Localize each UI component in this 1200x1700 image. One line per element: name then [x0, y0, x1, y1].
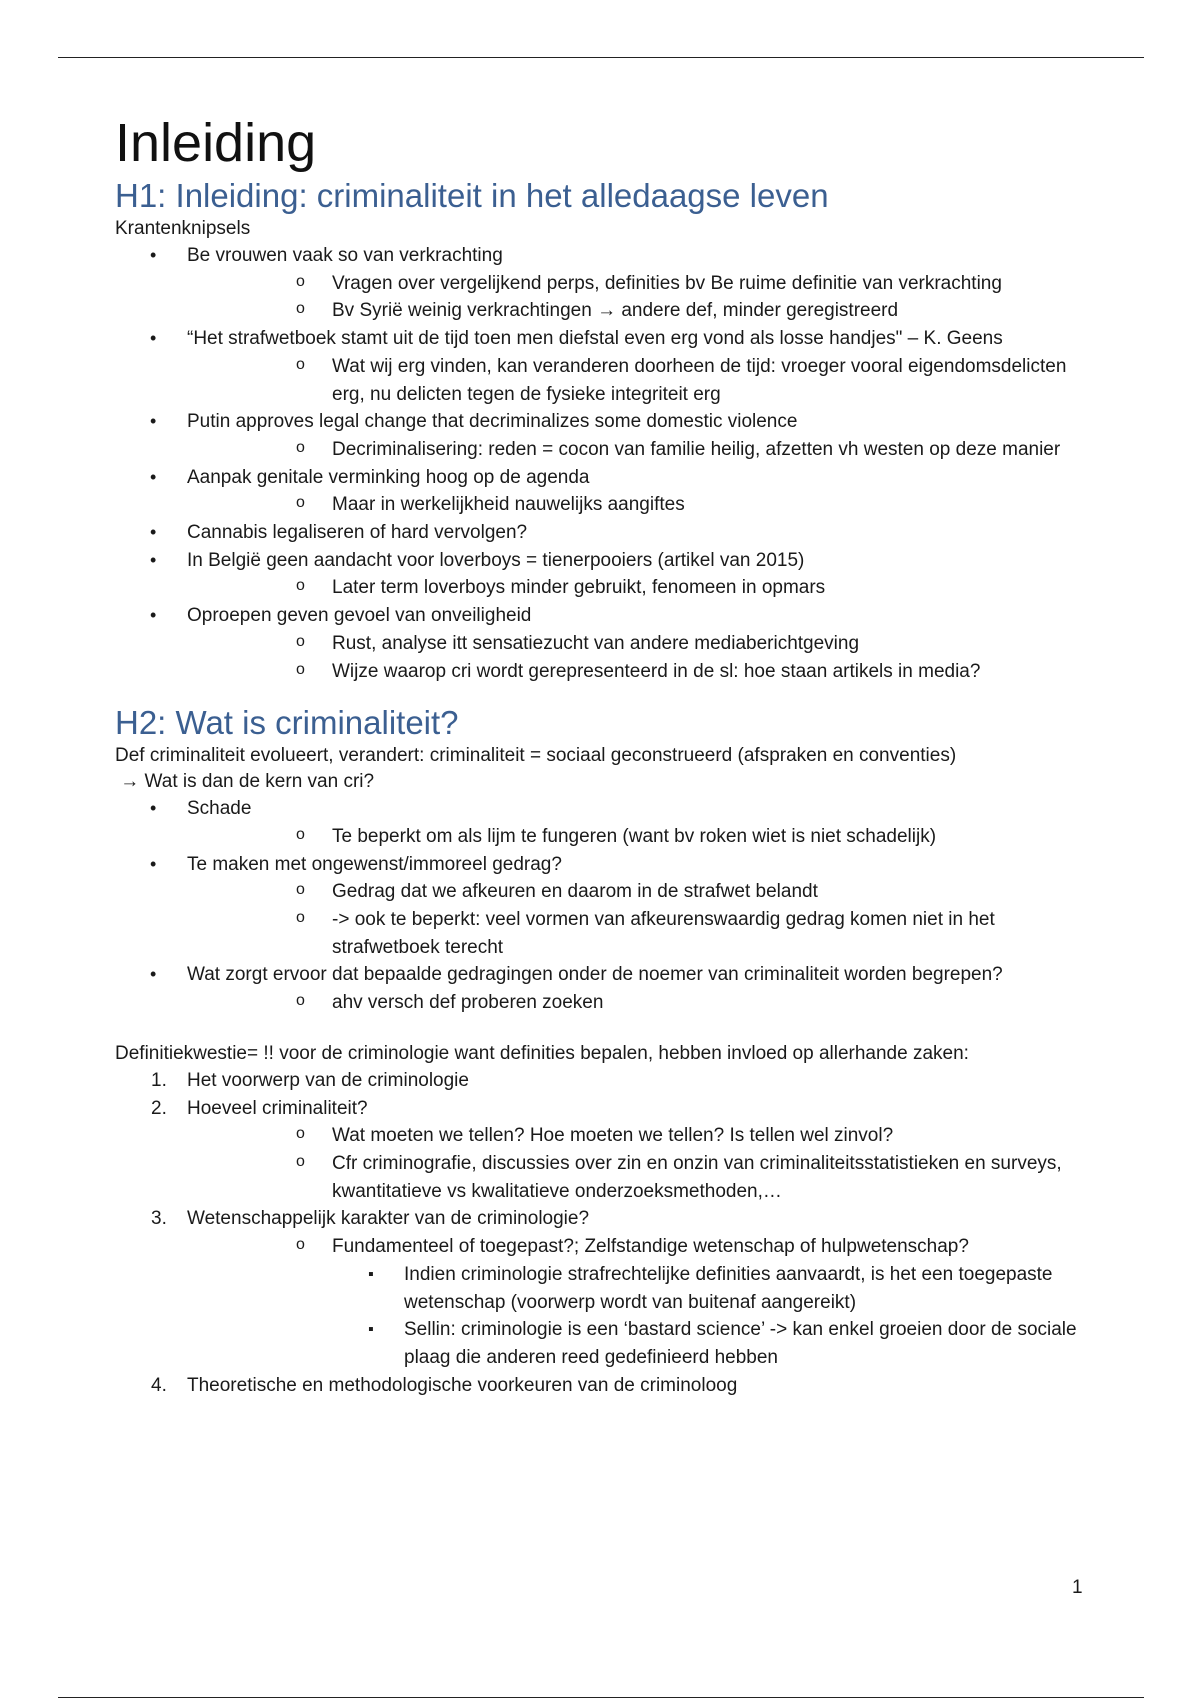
list-subitem: o Rust, analyse itt sensatiezucht van andere mediaberichtgeving: [187, 630, 1115, 658]
list-item: • Schade o Te beperkt om als lijm te fungeren (want bv roken wiet is niet schadelijk): [115, 795, 1115, 850]
section-heading-h1: H1: Inleiding: criminaliteit in het alledaagse leven: [115, 177, 829, 214]
list-subitem: o Wat moeten we tellen? Hoe moeten we tellen? Is tellen wel zinvol?: [187, 1122, 1115, 1150]
h1-bullet-list: [115, 242, 1115, 685]
list-item: • Aanpak genitale verminking hoog op de agenda o Maar in werkelijkheid nauwelijks aangiftes: [115, 464, 1115, 519]
list-item: • Be vrouwen vaak so van verkrachting o Vragen over vergelijkend perps, definities bv Be ruime definitie van verkrachting o Bv Syrië weinig verkrachtingen → andere def, minder geregistreerd: [115, 242, 1115, 325]
section-intro: Krantenknipsels: [115, 218, 251, 239]
list-item: • “Het strafwetboek stamt uit de tijd toen men diefstal even erg vond als losse handjes" – K. Geens o Wat wij erg vinden, kan veranderen doorheen de tijd: vroeger vooral eigendomsdelicten erg, nu delicten tegen de fysieke integriteit erg: [115, 325, 1115, 408]
list-item: • Cannabis legaliseren of hard vervolgen?: [115, 519, 1115, 547]
section-intro: Def criminaliteit evolueert, verandert: criminaliteit = sociaal geconstrueerd (afspraken en conventies): [115, 745, 957, 767]
list-subitem: o Wijze waarop cri wordt gerepresenteerd in de sl: hoe staan artikels in media?: [187, 658, 1115, 686]
list-subsubitem: ▪ Indien criminologie strafrechtelijke definities aanvaardt, is het een toegepaste wetenschap (voorwerp wordt van buitenaf aangereikt): [187, 1261, 1115, 1316]
list-item: • In België geen aandacht voor loverboys = tienerpooiers (artikel van 2015) o Later term loverboys minder gebruikt, fenomeen in opmars: [115, 547, 1115, 602]
list-item: 4. Theoretische en methodologische voorkeuren van de criminoloog: [151, 1374, 738, 1396]
list-item: • Wat zorgt ervoor dat bepaalde gedragingen onder de noemer van criminaliteit worden begrepen? o ahv versch def proberen zoeken: [115, 961, 1115, 1016]
page-number: 1: [1072, 1577, 1083, 1598]
document-page: [115, 110, 1115, 1399]
list-item: 2. Hoeveel criminaliteit? o Wat moeten we tellen? Hoe moeten we tellen? Is tellen wel zinvol? o Cfr criminografie, discussies over zin en onzin van criminaliteitsstatistieken en surveys, kwantitatieve vs kwalitatieve onderzoeksmethoden,…: [115, 1095, 1115, 1206]
list-subitem: o Fundamenteel of toegepast?; Zelfstandige wetenschap of hulpwetenschap? ▪ Indien criminologie strafrechtelijke definities aanvaardt, is het een toegepaste wetenschap (voorwerp wordt van buitenaf aangereikt) ▪ Sellin: criminologie is een ‘bastard science’ -> kan enkel groeien door de sociale plaag die anderen reed gedefinieerd hebben: [187, 1233, 1115, 1372]
list-item: • Putin approves legal change that decriminalizes some domestic violence o Decriminalisering: reden = cocon van familie heilig, afzetten vh westen op deze manier: [115, 408, 1115, 463]
footer-rule: [58, 1697, 1144, 1698]
section-intro-arrow: → Wat is dan de kern van cri?: [115, 771, 375, 793]
list-subitem: o ahv versch def proberen zoeken: [187, 989, 1115, 1017]
list-item: 3. Wetenschappelijk karakter van de criminologie? o Fundamenteel of toegepast?; Zelfstandige wetenschap of hulpwetenschap? ▪ Indien criminologie strafrechtelijke definities aanvaardt, is het een toegepaste wetenschap (voorwerp wordt van buitenaf aangereikt) ▪ Sellin: criminologie is een ‘bastard science’ -> kan enkel groeien door de sociale plaag die anderen reed gedefinieerd hebben: [115, 1205, 1115, 1371]
header-rule: [58, 57, 1144, 58]
list-subitem: o Vragen over vergelijkend perps, definities bv Be ruime definitie van verkrachting: [187, 270, 1115, 298]
list-item: • Te maken met ongewenst/immoreel gedrag? o Gedrag dat we afkeuren en daarom in de strafwet belandt o -> ook te beperkt: veel vormen van afkeurenswaardig gedrag komen niet in het strafwetboek terecht: [115, 851, 1115, 962]
list-item: 1. Het voorwerp van de criminologie: [151, 1069, 469, 1091]
list-subitem: o Gedrag dat we afkeuren en daarom in de strafwet belandt: [187, 878, 1115, 906]
numbered-list: [115, 1067, 1115, 1399]
list-subitem: o -> ook te beperkt: veel vormen van afkeurenswaardig gedrag komen niet in het strafwetboek terecht: [187, 906, 1115, 961]
list-subsubitem: ▪ Sellin: criminologie is een ‘bastard science’ -> kan enkel groeien door de sociale plaag die anderen reed gedefinieerd hebben: [187, 1316, 1115, 1371]
list-subitem: o Cfr criminografie, discussies over zin en onzin van criminaliteitsstatistieken en surveys, kwantitatieve vs kwalitatieve onderzoeksmethoden,…: [187, 1150, 1115, 1205]
list-subitem: o Later term loverboys minder gebruikt, fenomeen in opmars: [187, 574, 1115, 602]
page-title: Inleiding: [115, 113, 317, 173]
list-subitem: o Decriminalisering: reden = cocon van familie heilig, afzetten vh westen op deze manier: [187, 436, 1115, 464]
list-item: • Oproepen geven gevoel van onveiligheid o Rust, analyse itt sensatiezucht van andere mediaberichtgeving o Wijze waarop cri wordt gerepresenteerd in de sl: hoe staan artikels in media?: [115, 602, 1115, 685]
section-heading-h2: H2: Wat is criminaliteit?: [115, 704, 459, 742]
h2-bullet-list: [115, 795, 1115, 1017]
list-subitem: o Bv Syrië weinig verkrachtingen → andere def, minder geregistreerd: [187, 297, 1115, 325]
list-subitem: o Te beperkt om als lijm te fungeren (want bv roken wiet is niet schadelijk): [187, 823, 1115, 851]
list-subitem: o Wat wij erg vinden, kan veranderen doorheen de tijd: vroeger vooral eigendomsdelicten erg, nu delicten tegen de fysieke integriteit erg: [187, 353, 1115, 408]
list-subitem: o Maar in werkelijkheid nauwelijks aangiftes: [187, 491, 1115, 519]
definition-intro: Definitiekwestie= !! voor de criminologie want definities bepalen, hebben invloed op allerhande zaken:: [115, 1042, 969, 1064]
